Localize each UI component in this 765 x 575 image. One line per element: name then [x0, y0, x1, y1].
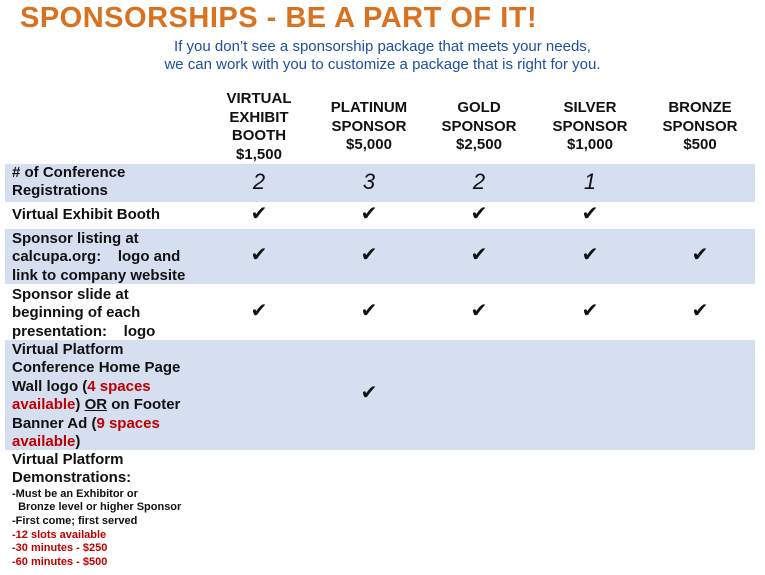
column-header-line: SILVER [563, 99, 617, 116]
check-icon: ✔ [470, 300, 488, 322]
column-header-bronze [645, 99, 755, 155]
column-header-price: $5,000 [346, 136, 392, 153]
demo-pricing-note: -30 minutes - $250 [12, 542, 108, 555]
registrations-gold: 2 [472, 169, 486, 194]
page-title: SPONSORSHIPS - BE A PART OF IT! [20, 2, 538, 34]
check-icon: ✔ [581, 244, 599, 266]
column-header-platinum [314, 99, 424, 155]
demo-pricing-note: -60 minutes - $500 [12, 555, 108, 568]
row-label-line: # of Conference [12, 164, 126, 181]
column-header-line: PLATINUM [330, 99, 408, 116]
column-header-line: SPONSOR [441, 117, 517, 135]
row-label-listing [12, 230, 185, 285]
text: Banner Ad ( [12, 414, 97, 432]
check-icon: ✔ [360, 300, 378, 322]
check-icon: ✔ [360, 244, 378, 266]
demo-note: -Must be an Exhibitor or [12, 487, 138, 500]
column-header-price: $1,000 [567, 136, 613, 153]
row-label-line: Conference Home Page [12, 359, 181, 377]
registrations-platinum: 3 [362, 169, 376, 194]
row-label-line [12, 396, 180, 414]
column-header-virtual-booth [204, 90, 314, 164]
row-label-line: Sponsor listing at [12, 230, 139, 247]
row-label-line [12, 378, 180, 396]
row-label-line [12, 433, 180, 451]
check-icon: ✔ [470, 244, 488, 266]
text: Wall logo ( [12, 377, 88, 395]
check-icon: ✔ [691, 300, 709, 322]
column-header-silver [535, 99, 645, 155]
spaces-available-text: 9 spaces [96, 414, 160, 432]
text: on Footer [107, 396, 181, 414]
check-icon: ✔ [581, 300, 599, 322]
column-header-line: SPONSOR [331, 117, 407, 135]
text: ) [75, 396, 85, 414]
row-label-line: Demonstrations: [12, 469, 132, 487]
column-header-gold [424, 99, 534, 155]
column-header-line: VIRTUAL [226, 90, 292, 107]
column-header-line: BOOTH [231, 127, 287, 144]
subtitle-line-1: If you don’t see a sponsorship package that meets your needs, [174, 38, 591, 55]
column-header-line: SPONSOR [662, 117, 738, 135]
row-label-registrations [12, 164, 125, 201]
check-icon: ✔ [360, 203, 378, 225]
column-header-line: GOLD [457, 99, 501, 116]
check-icon: ✔ [581, 203, 599, 225]
spaces-available-text: available [12, 433, 76, 451]
column-header-line: BRONZE [668, 99, 732, 116]
demo-note: -First come; first served [12, 515, 138, 527]
or-text: OR [84, 396, 108, 414]
text: ) [75, 433, 81, 451]
spaces-available-text: available [12, 396, 76, 414]
column-header-line: SPONSOR [552, 117, 628, 135]
check-icon: ✔ [691, 244, 709, 266]
row-label-line: presentation: logo [12, 322, 156, 340]
demo-note: Bronze level or higher Sponsor [12, 501, 182, 514]
spaces-available-text: 4 spaces [87, 377, 151, 395]
row-label-line: Registrations [12, 182, 108, 200]
row-label-line: Sponsor slide at [12, 286, 129, 303]
column-header-price: $1,500 [236, 145, 282, 163]
check-icon: ✔ [360, 382, 378, 404]
column-header-price: $2,500 [456, 136, 502, 153]
column-header-price: $500 [683, 136, 717, 153]
row-label-slide [12, 286, 155, 341]
registrations-virtual-booth: 2 [252, 169, 266, 194]
row-label-line: calcupa.org: logo and [12, 248, 181, 266]
row-label-demonstrations [12, 451, 181, 569]
row-label-booth [12, 206, 160, 224]
demo-pricing-note: -12 slots available [12, 528, 107, 541]
column-header-line: EXHIBIT [229, 108, 289, 126]
row-label-line: Virtual Platform [12, 451, 124, 468]
row-label-line: Virtual Exhibit Booth [12, 206, 161, 223]
check-icon: ✔ [250, 203, 268, 225]
registrations-silver: 1 [583, 169, 597, 194]
check-icon: ✔ [250, 244, 268, 266]
row-label-line: beginning of each [12, 304, 141, 322]
row-label-line: link to company website [12, 266, 186, 284]
subtitle-line-2: we can work with you to customize a package that is right for you. [164, 55, 601, 73]
subtitle [0, 38, 765, 73]
row-label-wall-logo [12, 341, 180, 451]
row-label-line [12, 415, 180, 433]
row-label-line: Virtual Platform [12, 341, 124, 358]
check-icon: ✔ [250, 300, 268, 322]
check-icon: ✔ [470, 203, 488, 225]
